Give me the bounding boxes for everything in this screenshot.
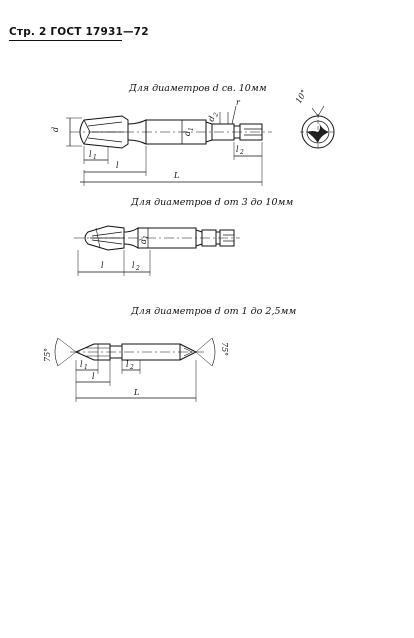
figure-3-drawing xyxy=(43,338,229,402)
fig1-label-r: r xyxy=(236,98,240,107)
fig2-label-l: l xyxy=(101,261,104,270)
fig3-label-l2: l xyxy=(126,360,129,369)
fig1-label-l1-sub: 1 xyxy=(93,154,97,161)
fig1-label-l2: l xyxy=(236,145,239,154)
fig3-label-L: L xyxy=(134,388,140,397)
fig1-label-d1-sub: 1 xyxy=(188,127,195,131)
fig1-label-d2: d xyxy=(206,114,217,123)
fig1-label-d1: d xyxy=(183,130,192,136)
fig3-label-angle-left: 75° xyxy=(43,347,52,362)
fig3-label-angle-right: 75° xyxy=(220,342,229,357)
figure-1-drawing xyxy=(51,88,336,186)
fig2-label-d1: d xyxy=(139,238,148,244)
fig2-label-l2-sub: 2 xyxy=(136,265,140,272)
fig1-label-d: d xyxy=(51,126,60,132)
fig2-label-d1-sub: 1 xyxy=(143,235,150,239)
fig1-label-l1: l xyxy=(89,150,92,159)
fig3-label-l1: l xyxy=(80,360,83,369)
fig1-label-d2-sub: 2 xyxy=(212,111,221,118)
figure-1-caption: Для диаметров d св. 10мм xyxy=(129,83,267,94)
fig2-label-l2: l xyxy=(132,261,135,270)
figure-2-caption: Для диаметров d от 3 до 10мм xyxy=(131,197,294,208)
fig1-label-l: l xyxy=(116,161,119,170)
fig1-label-L: L xyxy=(174,171,180,180)
fig3-label-l: l xyxy=(92,372,95,381)
fig1-label-angle: 10° xyxy=(293,88,309,105)
fig3-label-l2-sub: 2 xyxy=(130,364,134,371)
page-header: Стр. 2 ГОСТ 17931—72 xyxy=(9,26,149,38)
figure-2-drawing xyxy=(74,226,240,276)
fig3-label-l1-sub: 1 xyxy=(84,364,88,371)
figure-3-caption: Для диаметров d от 1 до 2,5мм xyxy=(131,306,297,317)
fig1-label-l2-sub: 2 xyxy=(240,149,244,156)
